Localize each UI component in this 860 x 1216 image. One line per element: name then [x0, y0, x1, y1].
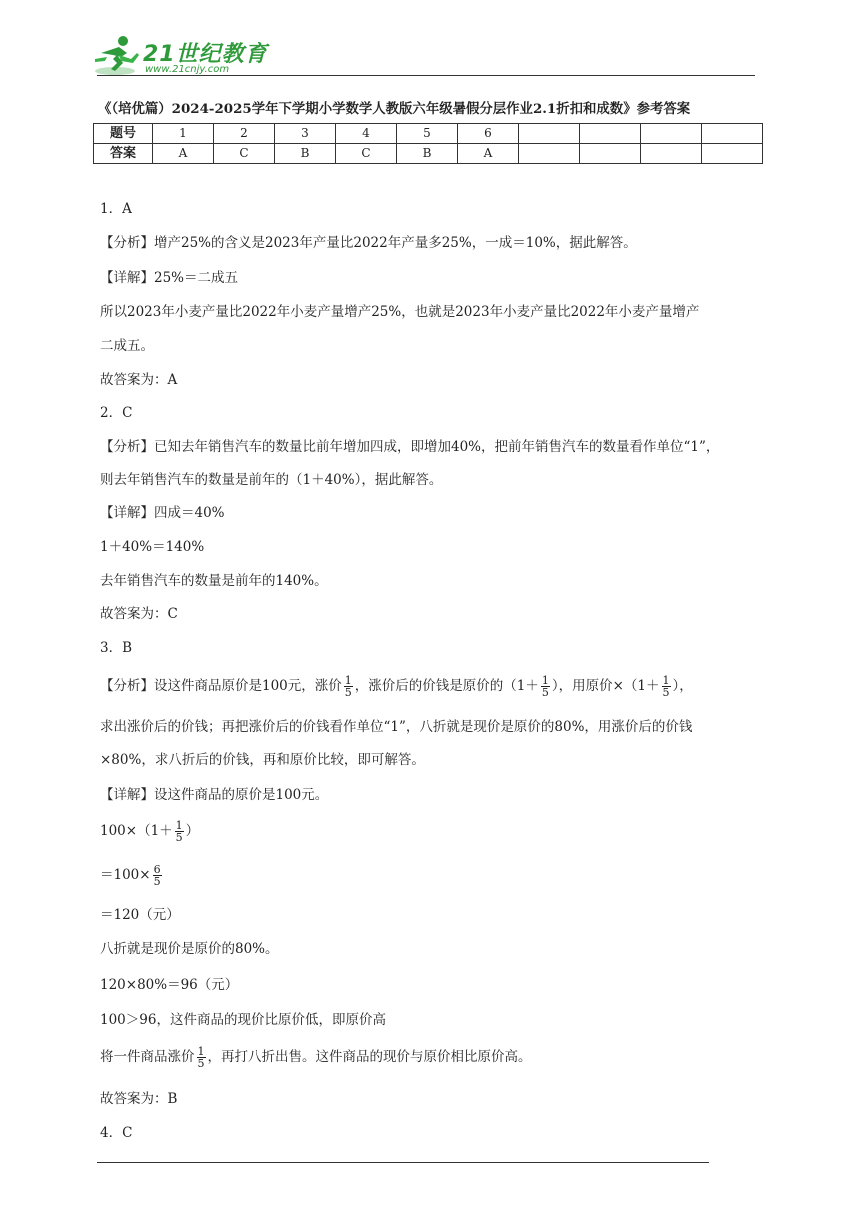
table-cell — [580, 124, 641, 144]
table-cell — [580, 144, 641, 164]
q3-heading: 3．B — [100, 640, 133, 656]
document-title: 《（培优篇）2024-2025学年下学期小学数学人教版六年级暑假分层作业2.1折扣和成数》参考答案 — [98, 101, 691, 117]
q3-step1 — [100, 820, 199, 843]
row-label: 题号 — [94, 124, 153, 144]
fraction-denominator: 5 — [153, 875, 161, 888]
table-cell — [641, 124, 702, 144]
q3-analysis-line3: ×80%，求八折后的价钱，再和原价比较，即可解答。 — [100, 752, 425, 768]
logo-text: 21世纪教育 — [143, 42, 268, 67]
logo-url: www.21cnjy.com — [145, 64, 230, 75]
q3-analysis-part: ，涨价后的价钱是原价的（1＋ — [354, 678, 539, 694]
answer-table — [93, 123, 763, 164]
q1-heading: 1．A — [100, 201, 132, 217]
brand-logo — [93, 33, 268, 77]
fraction — [175, 820, 184, 843]
q3-final-right: ，再打八折出售。这件商品的现价与原价相比原价高。 — [207, 1049, 532, 1065]
table-cell: 1 — [153, 124, 214, 144]
table-cell: 5 — [397, 124, 458, 144]
fraction-denominator: 5 — [197, 1057, 205, 1070]
q3-step1-left: 100×（1＋ — [100, 823, 173, 839]
table-cell — [519, 144, 580, 164]
table-cell: A — [458, 144, 519, 164]
fraction — [662, 675, 671, 698]
footer-divider — [97, 1162, 709, 1163]
fraction — [197, 1046, 206, 1069]
table-cell: B — [275, 144, 336, 164]
runner-logo-icon — [93, 33, 143, 77]
q3-analysis-part: ）， — [672, 678, 693, 694]
q2-conclusion: 去年销售汽车的数量是前年的140%。 — [100, 573, 328, 589]
table-cell: 2 — [214, 124, 275, 144]
q3-analysis-line1 — [100, 675, 693, 698]
q3-detail: 【详解】设这件商品的原价是100元。 — [100, 787, 329, 803]
fraction-numerator: 1 — [197, 1045, 205, 1058]
q3-analysis-line2: 求出涨价后的价钱；再把涨价后的价钱看作单位“1”，八折就是现价是原价的80%，用涨价后的价钱 — [100, 719, 693, 735]
table-cell — [519, 124, 580, 144]
q3-step3: ＝120（元） — [100, 907, 180, 923]
q1-explanation-line1: 所以2023年小麦产量比2022年小麦产量增产25%，也就是2023年小麦产量比2022年小麦产量增产 — [100, 304, 700, 320]
table-cell: 3 — [275, 124, 336, 144]
q2-answer: 故答案为：C — [100, 606, 178, 622]
fraction-numerator: 1 — [541, 674, 549, 687]
q3-final-left: 将一件商品涨价 — [100, 1049, 195, 1065]
q1-answer: 故答案为：A — [100, 372, 178, 388]
q2-analysis-line2: 则去年销售汽车的数量是前年的（1＋40%），据此解答。 — [100, 472, 443, 488]
q3-answer: 故答案为：B — [100, 1091, 178, 1107]
fraction-numerator: 1 — [175, 819, 183, 832]
fraction-denominator: 5 — [541, 686, 549, 699]
table-cell — [641, 144, 702, 164]
fraction-denominator: 5 — [344, 686, 352, 699]
table-cell — [702, 124, 763, 144]
fraction — [153, 864, 162, 887]
fraction-numerator: 6 — [153, 863, 161, 876]
q2-detail: 【详解】四成＝40% — [100, 505, 225, 521]
q1-detail: 【详解】25%＝二成五 — [100, 270, 239, 286]
q2-heading: 2．C — [100, 405, 133, 421]
table-cell — [702, 144, 763, 164]
q3-note: 八折就是现价是原价的80%。 — [100, 941, 279, 957]
q3-analysis-part: 【分析】设这件商品原价是100元，涨价 — [100, 678, 342, 694]
q2-analysis-line1: 【分析】已知去年销售汽车的数量比前年增加四成，即增加40%，把前年销售汽车的数量看作单位“1”， — [100, 439, 720, 455]
table-cell: C — [336, 144, 397, 164]
answer-row — [94, 144, 763, 164]
q4-heading: 4．C — [100, 1125, 133, 1141]
header-divider — [97, 75, 755, 76]
row-label: 答案 — [94, 144, 153, 164]
q3-step4: 120×80%＝96（元） — [100, 977, 239, 993]
table-cell: B — [397, 144, 458, 164]
table-cell: 4 — [336, 124, 397, 144]
q2-calculation: 1＋40%＝140% — [100, 539, 205, 555]
q3-final — [100, 1046, 532, 1069]
fraction — [541, 675, 550, 698]
q3-step2 — [100, 864, 164, 887]
fraction-denominator: 5 — [175, 831, 183, 844]
table-cell: C — [214, 144, 275, 164]
q1-explanation-line2: 二成五。 — [100, 338, 154, 354]
fraction — [344, 675, 353, 698]
fraction-numerator: 1 — [344, 674, 352, 687]
q3-step2-left: ＝100× — [100, 867, 151, 883]
fraction-numerator: 1 — [662, 674, 670, 687]
q1-analysis: 【分析】增产25%的含义是2023年产量比2022年产量多25%，一成＝10%，据此解答。 — [100, 235, 637, 251]
question-number-row — [94, 124, 763, 144]
table-cell: 6 — [458, 124, 519, 144]
table-cell: A — [153, 144, 214, 164]
q3-analysis-part: ），用原价×（1＋ — [551, 678, 660, 694]
fraction-denominator: 5 — [662, 686, 670, 699]
q3-comparison: 100＞96，这件商品的现价比原价低，即原价高 — [100, 1012, 386, 1028]
q3-step1-right: ） — [185, 823, 200, 839]
